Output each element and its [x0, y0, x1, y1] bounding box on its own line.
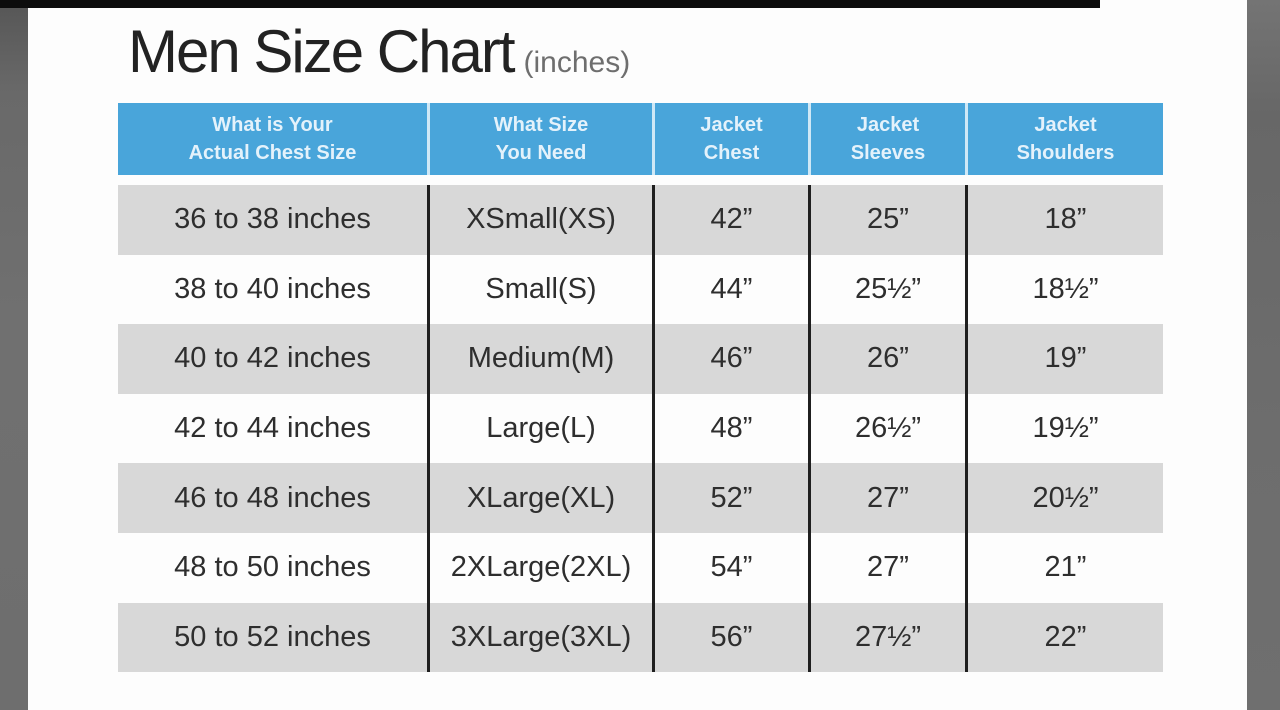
cell-jacket-chest: 42” — [652, 185, 808, 255]
table-row — [118, 255, 1163, 325]
cell-size-name: XSmall(XS) — [427, 185, 652, 255]
page-title — [128, 20, 630, 83]
cell-jacket-shoulders: 18½” — [965, 255, 1163, 325]
cell-size-name: 2XLarge(2XL) — [427, 533, 652, 603]
cell-jacket-sleeves: 25” — [808, 185, 965, 255]
column-header-jacket-chest — [652, 103, 808, 175]
cell-jacket-chest: 44” — [652, 255, 808, 325]
cell-chest-range: 48 to 50 inches — [174, 551, 371, 584]
cell-size-name: XLarge(XL) — [427, 463, 652, 533]
cell-jacket-shoulders: 21” — [965, 533, 1163, 603]
cell-jacket-chest: 48” — [652, 394, 808, 464]
table-row — [118, 394, 1163, 464]
table-row — [118, 463, 1163, 533]
size-chart-image — [28, 8, 1247, 710]
cell-chest-range: 40 to 42 inches — [174, 342, 371, 375]
cell-jacket-chest: 56” — [652, 603, 808, 673]
cell-chest-range: 38 to 40 inches — [174, 272, 371, 305]
cell-jacket-chest: 54” — [652, 533, 808, 603]
right-backdrop-strip — [1247, 0, 1280, 710]
table-row — [118, 324, 1163, 394]
header-line: You Need — [495, 142, 587, 164]
cell-jacket-sleeves: 26½” — [808, 394, 965, 464]
cell-jacket-sleeves: 27” — [808, 533, 965, 603]
cell-jacket-sleeves: 25½” — [808, 255, 965, 325]
cell-jacket-shoulders: 20½” — [965, 463, 1163, 533]
cell-jacket-sleeves: 27½” — [808, 603, 965, 673]
cell-chest-range: 50 to 52 inches — [174, 620, 371, 653]
table-row — [118, 533, 1163, 603]
column-header-jacket-sleeves — [808, 103, 965, 175]
table-body — [118, 185, 1163, 672]
cell-chest-range: 46 to 48 inches — [174, 481, 371, 514]
header-line: Sleeves — [850, 142, 926, 164]
cell-jacket-chest: 52” — [652, 463, 808, 533]
table-row — [118, 185, 1163, 255]
cell-chest-range: 36 to 38 inches — [174, 203, 371, 236]
size-table — [118, 103, 1163, 672]
header-line: Jacket — [856, 114, 920, 136]
cell-jacket-chest: 46” — [652, 324, 808, 394]
title-suffix: (inches) — [523, 46, 631, 79]
cell-size-name: Medium(M) — [427, 324, 652, 394]
header-line: What is Your — [212, 114, 333, 136]
header-line: Jacket — [1034, 114, 1097, 136]
header-line: What Size — [493, 114, 589, 136]
cell-jacket-sleeves: 26” — [808, 324, 965, 394]
top-letterbox-bar — [0, 0, 1100, 8]
column-header-jacket-shoulders — [965, 103, 1163, 175]
cell-jacket-shoulders: 19” — [965, 324, 1163, 394]
header-line: Actual Chest Size — [188, 142, 357, 164]
header-line: Jacket — [700, 114, 763, 136]
cell-jacket-shoulders: 18” — [965, 185, 1163, 255]
cell-jacket-sleeves: 27” — [808, 463, 965, 533]
cell-jacket-shoulders: 22” — [965, 603, 1163, 673]
header-line: Chest — [703, 142, 760, 164]
cell-size-name: Small(S) — [427, 255, 652, 325]
title-text: Men Size Chart — [128, 18, 514, 85]
cell-size-name: 3XLarge(3XL) — [427, 603, 652, 673]
column-header-actual-chest-size — [118, 103, 427, 175]
table-row — [118, 603, 1163, 673]
table-header-row — [118, 103, 1163, 175]
header-line: Shoulders — [1016, 142, 1115, 164]
column-header-size-you-need — [427, 103, 652, 175]
cell-chest-range: 42 to 44 inches — [174, 412, 371, 445]
left-backdrop-strip — [0, 0, 28, 710]
cell-jacket-shoulders: 19½” — [965, 394, 1163, 464]
cell-size-name: Large(L) — [427, 394, 652, 464]
